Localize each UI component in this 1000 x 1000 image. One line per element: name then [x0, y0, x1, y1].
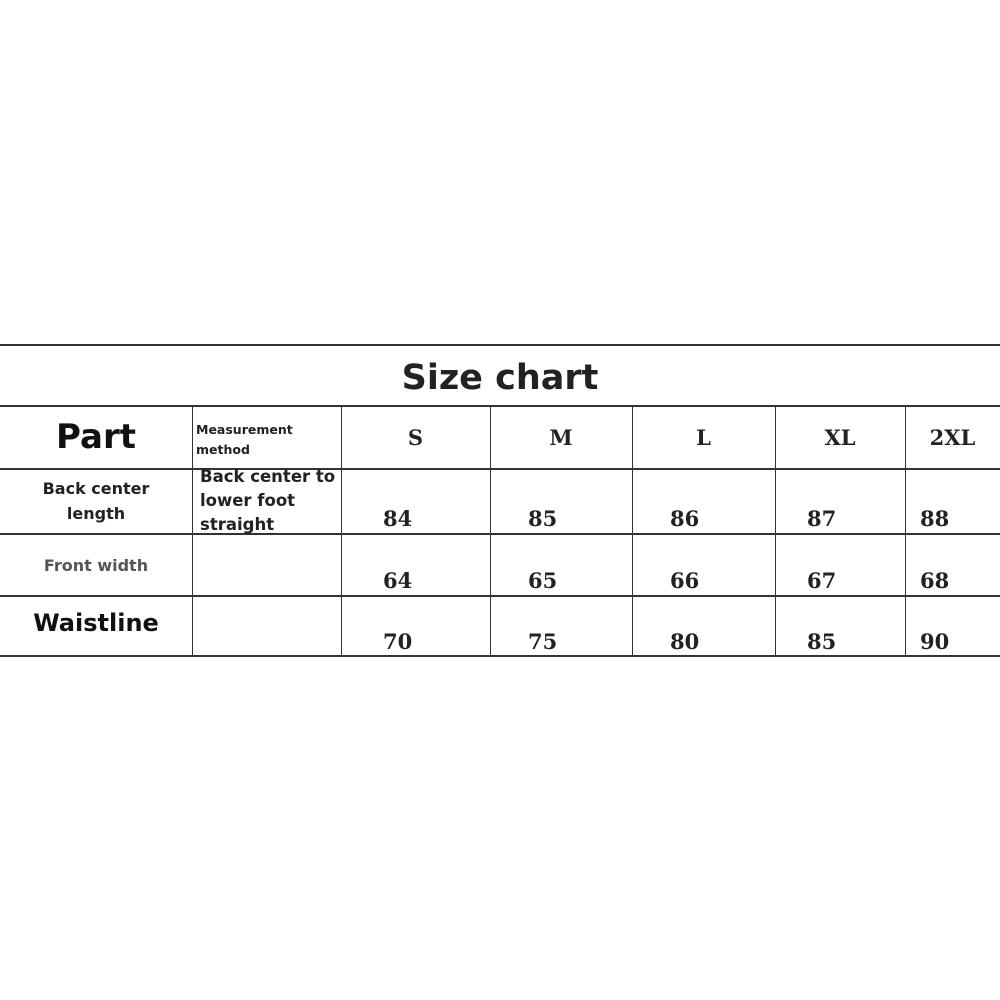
value-front-width-xl: 67: [807, 568, 837, 593]
row-label-waistline: Waistline: [33, 609, 159, 637]
value-front-width-m: 65: [528, 568, 558, 593]
value-back-center-length-m: 85: [528, 506, 558, 531]
value-back-center-length-l: 86: [670, 506, 700, 531]
method-back-center-length: Back center to lower foot straight: [200, 467, 336, 534]
value-front-width-s: 64: [383, 568, 413, 593]
header-part: Part: [56, 417, 136, 457]
row-label-front-width: Front width: [43, 555, 149, 575]
header-size-xl: XL: [824, 424, 856, 450]
chart-title: Size chart: [401, 358, 599, 398]
method-waistline: [192, 592, 341, 652]
method-front-width: [192, 530, 341, 592]
header-size-m: M: [549, 424, 573, 450]
value-back-center-length-2xl: 88: [920, 506, 950, 531]
value-front-width-2xl: 68: [920, 568, 950, 593]
value-back-center-length-s: 84: [383, 506, 413, 531]
header-size-s: S: [407, 424, 424, 450]
value-front-width-l: 66: [670, 568, 700, 593]
value-back-center-length-xl: 87: [807, 506, 837, 531]
value-waistline-l: 80: [670, 629, 700, 654]
value-waistline-xl: 85: [807, 629, 837, 654]
value-waistline-m: 75: [528, 629, 558, 654]
size-chart-table: [0, 344, 1000, 657]
row-label-back-center-length: Back center length: [42, 479, 150, 523]
value-waistline-2xl: 90: [920, 629, 950, 654]
header-size-2xl: 2XL: [929, 424, 976, 450]
header-size-l: L: [696, 424, 711, 450]
value-waistline-s: 70: [383, 629, 413, 654]
header-measurement-method: Measurement method: [196, 422, 293, 457]
